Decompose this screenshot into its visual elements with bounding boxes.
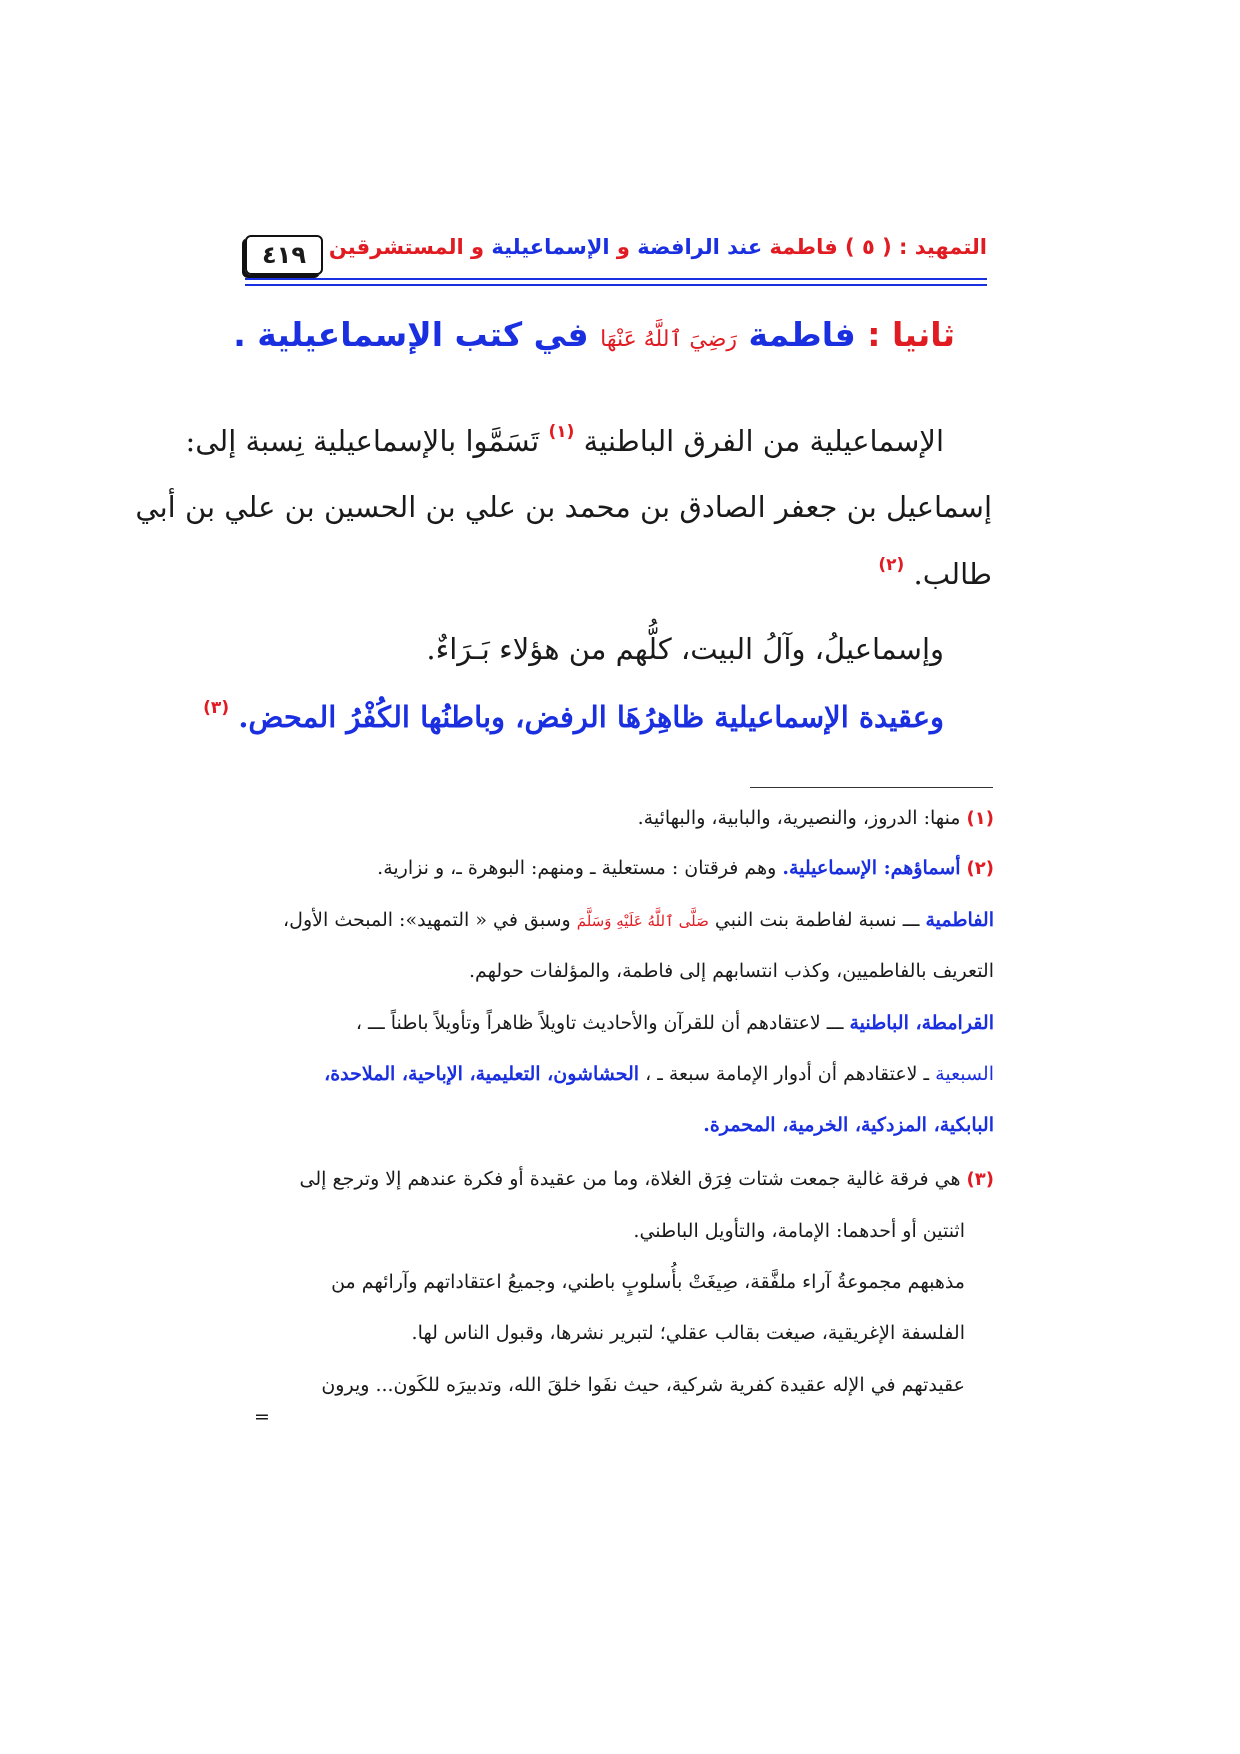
footnote-2-line-5 bbox=[324, 1063, 994, 1085]
footnote-text: ـ لاعتقادهم أن أدوار الإمامة سبعة ـ ، bbox=[645, 1063, 930, 1085]
section-title bbox=[233, 315, 955, 354]
body-text: تَسَمَّوا بالإسماعيلية نِسبة إلى: bbox=[185, 424, 540, 458]
footnote-text: وهم فرقتان : مستعلية ـ ومنهم: البوهرة ـ، و نزارية. bbox=[377, 857, 777, 879]
footnote-number: (٢) bbox=[966, 858, 994, 879]
running-head-part: عند الرافضة bbox=[637, 235, 763, 259]
section-title-prefix: ثانيا : bbox=[867, 315, 955, 354]
footnote-term: الفاطمية bbox=[925, 909, 994, 931]
body-line-3 bbox=[878, 555, 992, 591]
header-rule bbox=[245, 278, 987, 280]
footnote-ref: (١) bbox=[548, 422, 575, 442]
footnote-text: هي فرقة غالية جمعت شتات فِرَق الغلاة، وما من عقيدة أو فكرة عندهم إلا وترجع إلى bbox=[299, 1168, 961, 1190]
footnote-1 bbox=[638, 807, 994, 829]
footnote-2-line-2 bbox=[283, 909, 994, 931]
header-rule bbox=[245, 284, 987, 286]
body-line-4: وإسماعيلُ، وآلُ البيت، كلُّهم من هؤلاء بَـرَاءٌ. bbox=[426, 632, 944, 666]
footnote-text: وسبق في « التمهيد»: المبحث الأول، bbox=[283, 909, 571, 931]
footnote-number: (١) bbox=[966, 808, 994, 829]
body-text: الإسماعيلية من الفرق الباطنية bbox=[583, 424, 944, 458]
footnote-number: (٣) bbox=[966, 1169, 994, 1190]
page-number-text: ٤١٩ bbox=[262, 241, 306, 269]
footnote-term: البابكية، المزدكية، الخرمية، المحمرة. bbox=[703, 1114, 994, 1136]
footnote-3-line-5: عقيدتهم في الإله عقيدة كفرية شركية، حيث نفَوا خلقَ الله، وتدبيرَه للكَون... ويرون bbox=[321, 1374, 965, 1396]
footnote-3-line-4: الفلسفة الإغريقية، صيغت بقالب عقلي؛ لتبرير نشرها، وقبول الناس لها. bbox=[411, 1322, 965, 1344]
footnote-separator bbox=[750, 787, 993, 788]
footnote-term: السبعية bbox=[935, 1063, 994, 1085]
footnote-text: ـــ لاعتقادهم أن للقرآن والأحاديث تاويلاً ظاهراً وتأويلاً باطناً ـــ ، bbox=[355, 1012, 844, 1034]
footnote-2-line-1 bbox=[377, 857, 994, 879]
running-header bbox=[245, 233, 987, 277]
running-head-part: التمهيد : ( ٥ ) فاطمة bbox=[769, 235, 987, 259]
body-line-5 bbox=[203, 698, 944, 734]
section-title-name: فاطمة bbox=[748, 315, 856, 354]
running-head-part: و bbox=[616, 235, 630, 259]
footnote-3-line-1 bbox=[300, 1168, 994, 1190]
footnote-2-line-3: التعريف بالفاطميين، وكذب انتسابهم إلى فاطمة، والمؤلفات حولهم. bbox=[468, 960, 994, 982]
continuation-mark: = bbox=[254, 1406, 270, 1428]
footnote-term: الحشاشون، التعليمية، الإباحية، الملاحدة، bbox=[324, 1063, 640, 1085]
footnote-ref: (٣) bbox=[203, 698, 230, 718]
section-title-rest: في كتب الإسماعيلية . bbox=[233, 315, 589, 354]
footnote-ref: (٢) bbox=[878, 555, 905, 575]
running-head-part: الإسماعيلية bbox=[491, 235, 610, 259]
body-text-highlight: وعقيدة الإسماعيلية ظاهِرُهَا الرفض، وباطنُها الكُفْرُ المحض. bbox=[238, 700, 944, 734]
page-number bbox=[245, 235, 323, 275]
honorific-text: رَضِيَ ٱللَّهُ عَنْهَا bbox=[600, 327, 738, 352]
footnote-text: ـــ نسبة لفاطمة بنت النبي bbox=[714, 909, 920, 931]
footnote-2-line-4 bbox=[356, 1012, 994, 1034]
body-line-2: إسماعيل بن جعفر الصادق بن محمد بن علي بن الحسين بن علي بن أبي bbox=[135, 490, 992, 524]
footnote-3-line-2: اثنتين أو أحدهما: الإمامة، والتأويل الباطني. bbox=[633, 1220, 965, 1242]
running-head-part: و المستشرقين bbox=[328, 235, 485, 259]
body-text: طالب. bbox=[913, 557, 992, 591]
body-line-1 bbox=[185, 422, 944, 458]
footnote-text: منها: الدروز، والنصيرية، والبابية، والبهائية. bbox=[637, 807, 961, 829]
footnote-term: أسماؤهم: الإسماعيلية. bbox=[782, 857, 961, 879]
footnote-term: القرامطة، الباطنية bbox=[849, 1012, 994, 1034]
footnote-3-line-3: مذهبهم مجموعةُ آراء ملفَّقة، صِيغَتْ بأُسلوبٍ باطني، وجميعُ اعتقاداتهم وآرائهم من bbox=[331, 1271, 965, 1293]
running-head-title bbox=[329, 235, 987, 259]
footnote-2-line-6 bbox=[703, 1114, 994, 1136]
honorific-text: صَلَّى ٱللَّهُ عَلَيْهِ وَسَلَّمَ bbox=[576, 912, 709, 930]
